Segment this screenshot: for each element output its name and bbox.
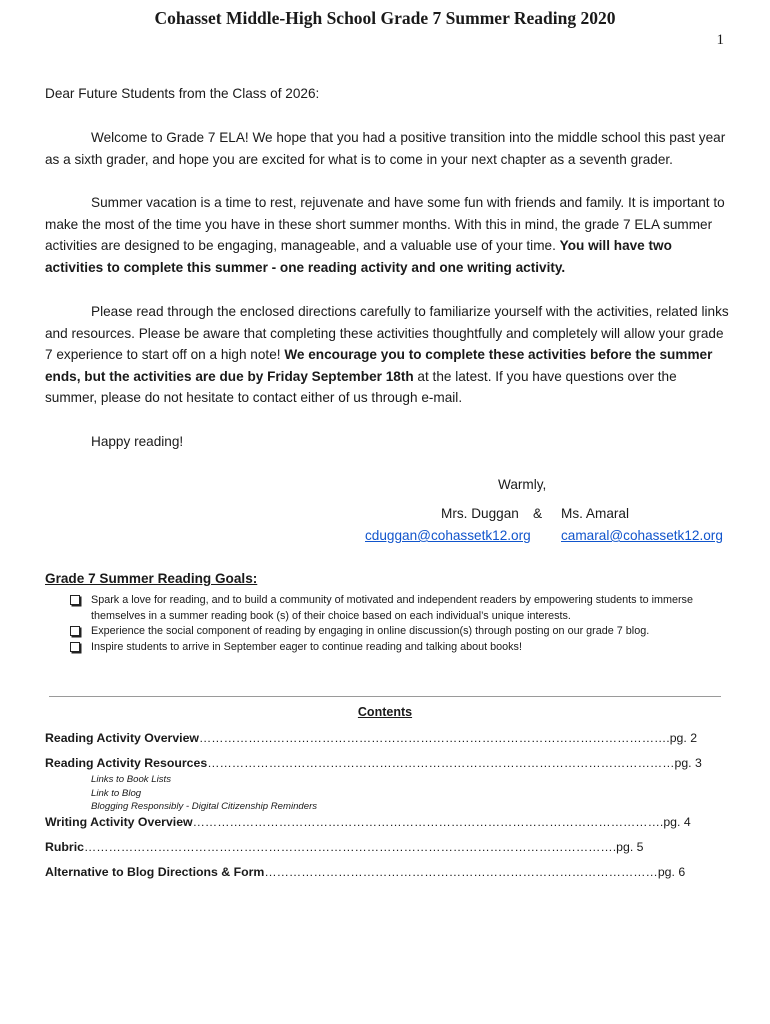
toc-leader: ……………………………………………………………………………………………………. [192,815,664,829]
toc-leader: …………………………………………………………………………………………………………………. [83,840,617,854]
toc-page: pg. 3 [674,756,702,770]
toc-entry-title: Reading Activity Resources [45,756,208,770]
letter-paragraph-4: Happy reading! [91,434,184,449]
goal-text: Spark a love for reading, and to build a community of motivated and independent readers by empowering students to immerse themselves in a summer reading book (s) of their choice based on each individual’s unique interests. [91,594,693,622]
paragraph-3-text-end: at the latest. If you have questions over the summer, please do not hesitate to contact either of us through e-mail. [45,368,677,405]
toc-entry-title: Writing Activity Overview [45,815,193,829]
section-divider [49,696,721,697]
letter-paragraph-1: Welcome to Grade 7 ELA! We hope that you had a positive transition into the middle school this past year as a sixth grader, and hope you are excited for what is to come in your next chapter as a seventh grader. [45,130,726,167]
goal-text: Experience the social component of reading by engaging in online discussion(s) through posting on our grade 7 blog. [91,625,650,637]
checkbox-bullet-icon [70,626,80,636]
paragraph-3-text: Please read through the enclosed directions carefully to familiarize yourself with the activities, related links and resources. Please be aware that completing these activities thoughtfully and completely will allow your grade 7 experience to start off on a high note! [45,304,729,362]
checkbox-bullet-icon [70,595,80,605]
email-link-amaral[interactable]: camaral@cohassetk12.org [561,528,723,543]
toc-entry[interactable] [45,815,691,829]
goals-list [70,593,710,655]
toc-sub-item: Blogging Responsibly - Digital Citizenship Reminders [91,801,318,812]
letter-paragraph-3 [45,301,730,409]
toc-entry[interactable] [45,865,685,879]
toc-page: pg. 4 [663,815,691,829]
teacher-name-1: Mrs. Duggan [441,506,519,521]
letter-closing: Warmly, [498,477,547,492]
toc-page: pg. 6 [657,865,686,879]
toc-leader: …………………………………………………………………………………… [264,865,658,879]
contents-heading: Contents [357,705,413,719]
paragraph-2-emphasis: You will have two activities to complete this summer - one reading activity and one writing activity. [45,238,672,275]
goal-item [70,624,710,640]
toc-entry-title: Alternative to Blog Directions & Form [45,865,265,879]
toc-entry[interactable] [45,731,697,745]
toc-entry-title: Rubric [45,840,84,854]
toc-entry[interactable] [45,756,702,770]
ampersand: & [533,506,543,521]
letter-paragraph-2 [45,192,730,278]
teacher-name-2: Ms. Amaral [561,506,629,521]
toc-entry-title: Reading Activity Overview [45,731,199,745]
toc-entry[interactable] [45,840,644,854]
goals-heading: Grade 7 Summer Reading Goals: [45,571,258,586]
checkbox-bullet-icon [70,642,80,652]
goal-item [70,593,710,624]
toc-leader: …………………………………………………………………………………………………… [207,756,675,770]
letter-greeting: Dear Future Students from the Class of 2026: [45,86,320,101]
paragraph-3-emphasis: We encourage you to complete these activities before the summer ends, but the activities are due by Friday September 18th [45,347,713,384]
toc-sub-item: Links to Book Lists [91,774,171,785]
goal-text: Inspire students to arrive in September eager to continue reading and talking about books! [91,640,522,653]
page-number: 1 [716,32,724,48]
email-link-duggan[interactable]: cduggan@cohassetk12.org [365,528,531,543]
toc-leader: ……………………………………………………………………………………………………. [199,731,670,745]
paragraph-2-text: Summer vacation is a time to rest, rejuvenate and have some fun with friends and family. It is important to make the most of the time you have in these short summer months. With this in mind, the grade 7 ELA summer activities are designed to be engaging, manageable, and a valuable use of your time. [45,195,725,253]
toc-sub-item: Link to Blog [91,788,142,799]
goal-item [70,640,710,656]
toc-page: pg. 5 [616,840,644,854]
document-title: Cohasset Middle-High School Grade 7 Summer Reading 2020 [154,8,616,28]
toc-page: pg. 2 [669,731,698,745]
